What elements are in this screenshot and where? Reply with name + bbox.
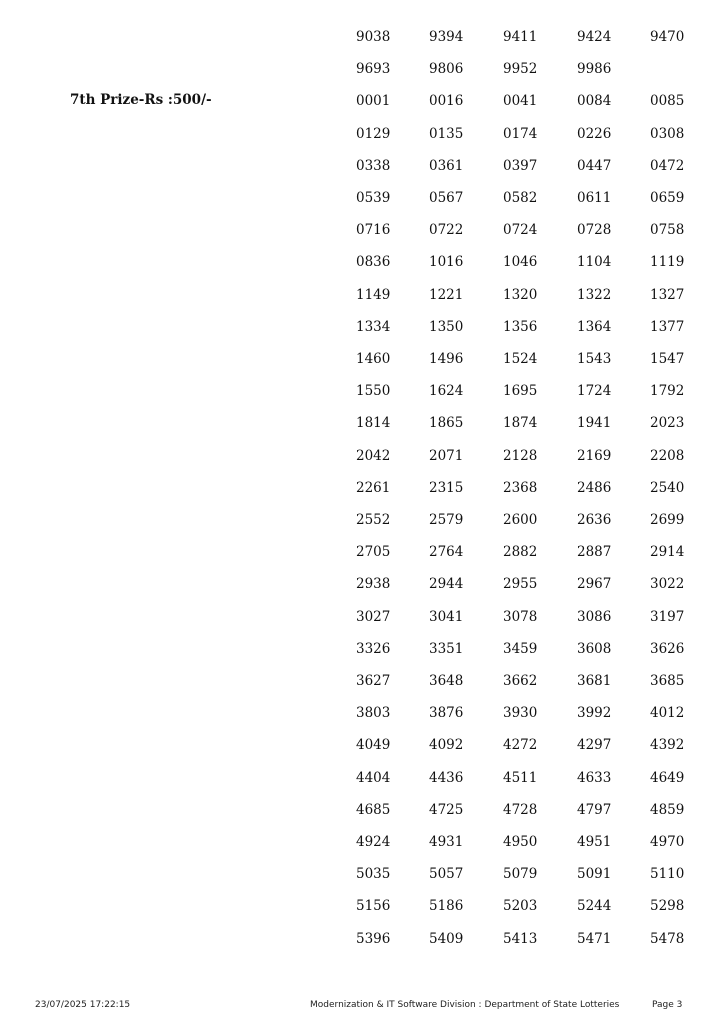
ticket-number: 3459: [503, 640, 538, 657]
ticket-number: 2540: [650, 479, 685, 496]
ticket-number: 5110: [650, 866, 685, 883]
ticket-number: 4951: [577, 834, 612, 850]
ticket-number: 4931: [429, 834, 464, 850]
number-row: [0, 768, 724, 788]
number-row: [0, 800, 724, 820]
ticket-number: 4924: [356, 834, 391, 850]
ticket-number: 9806: [429, 61, 464, 78]
ticket-number: 5079: [503, 866, 538, 883]
ticket-number: 0722: [429, 222, 464, 239]
footer-timestamp: 23/07/2025 17:22:15: [35, 1000, 131, 1010]
ticket-number: 4436: [429, 769, 464, 786]
ticket-number: 4970: [650, 834, 685, 850]
ticket-number: 0338: [356, 157, 391, 174]
ticket-number: 2699: [650, 512, 685, 528]
ticket-number: 2955: [503, 576, 538, 593]
ticket-number: 9952: [503, 61, 538, 78]
ticket-number: 1941: [577, 415, 612, 432]
ticket-number: 0611: [577, 190, 612, 206]
ticket-number: 2914: [650, 544, 685, 561]
ticket-number: 4633: [577, 769, 612, 786]
ticket-number: 4392: [650, 737, 685, 754]
ticket-number: 2486: [577, 479, 612, 496]
ticket-number: 3022: [650, 576, 685, 593]
ticket-number: 1221: [429, 286, 464, 303]
ticket-number: 0041: [503, 93, 538, 110]
ticket-number: 3803: [356, 705, 391, 722]
ticket-number: 1327: [650, 286, 685, 303]
ticket-number: 4725: [429, 801, 464, 818]
ticket-number: 9411: [503, 29, 538, 45]
ticket-number: 5203: [503, 898, 538, 915]
ticket-number: 5035: [356, 866, 391, 883]
number-row: [0, 864, 724, 884]
ticket-number: 0397: [503, 157, 538, 174]
ticket-number: 4272: [503, 737, 538, 754]
ticket-number: 3681: [577, 673, 612, 689]
ticket-number: 2944: [429, 576, 464, 593]
ticket-number: 4049: [356, 737, 391, 754]
ticket-number: 4511: [503, 769, 538, 786]
ticket-number: 2764: [429, 544, 464, 561]
ticket-number: 5057: [429, 866, 464, 883]
ticket-number: 0084: [577, 93, 612, 110]
ticket-number: 2938: [356, 576, 391, 593]
ticket-number: 4649: [650, 769, 685, 786]
number-row: [0, 574, 724, 594]
ticket-number: 2169: [577, 447, 612, 464]
number-row: [0, 478, 724, 498]
ticket-number: 2368: [503, 479, 538, 496]
ticket-number: 1149: [356, 286, 391, 303]
prize-label: 7th Prize-Rs :500/-: [70, 92, 212, 108]
ticket-number: 4950: [503, 834, 538, 850]
ticket-number: 3351: [429, 640, 464, 657]
number-row: [0, 832, 724, 852]
ticket-number: 2071: [429, 447, 464, 464]
number-row: [0, 510, 724, 530]
ticket-number: 9470: [650, 29, 685, 45]
number-row: [0, 188, 724, 208]
number-row: [0, 639, 724, 659]
ticket-number: 1524: [503, 351, 538, 367]
number-row: [0, 349, 724, 369]
ticket-number: 3086: [577, 608, 612, 625]
ticket-number: 2042: [356, 447, 391, 464]
ticket-number: 1119: [650, 254, 685, 271]
ticket-number: 1104: [577, 254, 612, 271]
ticket-number: 2600: [503, 512, 538, 528]
number-row: [0, 607, 724, 627]
ticket-number: 2128: [503, 447, 538, 464]
ticket-number: 5186: [429, 898, 464, 915]
number-row: [0, 285, 724, 305]
page-footer: [0, 1000, 724, 1014]
number-row: [0, 896, 724, 916]
ticket-number: 1624: [429, 383, 464, 400]
ticket-number: 0539: [356, 190, 391, 206]
ticket-number: 0174: [503, 125, 538, 142]
ticket-number: 5413: [503, 930, 538, 947]
number-row: [0, 929, 724, 949]
ticket-number: 4297: [577, 737, 612, 754]
ticket-number: 2887: [577, 544, 612, 561]
ticket-number: 1543: [577, 351, 612, 367]
ticket-number: 2705: [356, 544, 391, 561]
ticket-number: 0129: [356, 125, 391, 142]
ticket-number: 2579: [429, 512, 464, 528]
number-row: [0, 252, 724, 272]
ticket-number: 1046: [503, 254, 538, 271]
ticket-number: 1547: [650, 351, 685, 367]
ticket-number: 0582: [503, 190, 538, 206]
ticket-number: 5091: [577, 866, 612, 883]
ticket-number: 0361: [429, 157, 464, 174]
ticket-number: 3041: [429, 608, 464, 625]
ticket-number: 3662: [503, 673, 538, 689]
ticket-number: 4728: [503, 801, 538, 818]
ticket-number: 9986: [577, 61, 612, 78]
ticket-number: 9424: [577, 29, 612, 45]
ticket-number: 5298: [650, 898, 685, 915]
number-row: [0, 59, 724, 79]
ticket-number: 3626: [650, 640, 685, 657]
ticket-number: 3608: [577, 640, 612, 657]
ticket-number: 1792: [650, 383, 685, 400]
ticket-number: 0016: [429, 93, 464, 110]
ticket-number: 2636: [577, 512, 612, 528]
number-row: [0, 91, 724, 111]
ticket-number: 0226: [577, 125, 612, 142]
ticket-number: 0001: [356, 93, 391, 110]
ticket-number: 4404: [356, 769, 391, 786]
ticket-number: 1550: [356, 383, 391, 400]
ticket-number: 3027: [356, 608, 391, 625]
footer-division: Modernization & IT Software Division : Department of State Lotteries: [310, 1000, 620, 1010]
ticket-number: 2882: [503, 544, 538, 561]
ticket-number: 1814: [356, 415, 391, 432]
ticket-number: 2208: [650, 447, 685, 464]
ticket-number: 1865: [429, 415, 464, 432]
ticket-number: 3078: [503, 608, 538, 625]
number-row: [0, 671, 724, 691]
ticket-number: 0758: [650, 222, 685, 239]
ticket-number: 0472: [650, 157, 685, 174]
ticket-number: 0447: [577, 157, 612, 174]
number-row: [0, 156, 724, 176]
ticket-number: 3648: [429, 673, 464, 689]
ticket-number: 1356: [503, 318, 538, 335]
ticket-number: 4092: [429, 737, 464, 754]
ticket-number: 1322: [577, 286, 612, 303]
ticket-number: 1695: [503, 383, 538, 400]
ticket-number: 1320: [503, 286, 538, 303]
ticket-number: 0567: [429, 190, 464, 206]
footer-page-number: Page 3: [652, 1000, 683, 1010]
ticket-number: 1334: [356, 318, 391, 335]
number-row: [0, 703, 724, 723]
ticket-number: 5471: [577, 930, 612, 947]
ticket-number: 5478: [650, 930, 685, 947]
ticket-number: 0135: [429, 125, 464, 142]
number-row: [0, 124, 724, 144]
ticket-number: 1016: [429, 254, 464, 271]
ticket-number: 3627: [356, 673, 391, 689]
ticket-number: 5396: [356, 930, 391, 947]
number-row: [0, 446, 724, 466]
ticket-number: 0836: [356, 254, 391, 271]
ticket-number: 0724: [503, 222, 538, 239]
ticket-number: 2967: [577, 576, 612, 593]
ticket-number: 1350: [429, 318, 464, 335]
ticket-number: 1364: [577, 318, 612, 335]
ticket-number: 3992: [577, 705, 612, 722]
ticket-number: 1460: [356, 351, 391, 367]
ticket-number: 5409: [429, 930, 464, 947]
ticket-number: 3876: [429, 705, 464, 722]
number-row: [0, 735, 724, 755]
ticket-number: 0308: [650, 125, 685, 142]
number-row: [0, 220, 724, 240]
ticket-number: 1496: [429, 351, 464, 367]
ticket-number: 2261: [356, 479, 391, 496]
ticket-number: 9693: [356, 61, 391, 78]
ticket-number: 1724: [577, 383, 612, 400]
ticket-number: 9394: [429, 29, 464, 45]
number-row: [0, 317, 724, 337]
ticket-number: 0085: [650, 93, 685, 110]
ticket-number: 2023: [650, 415, 685, 432]
ticket-number: 0728: [577, 222, 612, 239]
ticket-number: 3930: [503, 705, 538, 722]
ticket-number: 4859: [650, 801, 685, 818]
ticket-number: 3326: [356, 640, 391, 657]
number-row: [0, 27, 724, 47]
number-row: [0, 542, 724, 562]
number-row: [0, 381, 724, 401]
ticket-number: 1377: [650, 318, 685, 335]
ticket-number: 4797: [577, 801, 612, 818]
ticket-number: 5244: [577, 898, 612, 915]
ticket-number: 0716: [356, 222, 391, 239]
ticket-number: 2552: [356, 512, 391, 528]
ticket-number: 9038: [356, 29, 391, 45]
ticket-number: 3197: [650, 608, 685, 625]
ticket-number: 3685: [650, 673, 685, 689]
ticket-number: 0659: [650, 190, 685, 206]
ticket-number: 5156: [356, 898, 391, 915]
ticket-number: 4685: [356, 801, 391, 818]
ticket-number: 4012: [650, 705, 685, 722]
ticket-number: 1874: [503, 415, 538, 432]
number-row: [0, 413, 724, 433]
ticket-number: 2315: [429, 479, 464, 496]
